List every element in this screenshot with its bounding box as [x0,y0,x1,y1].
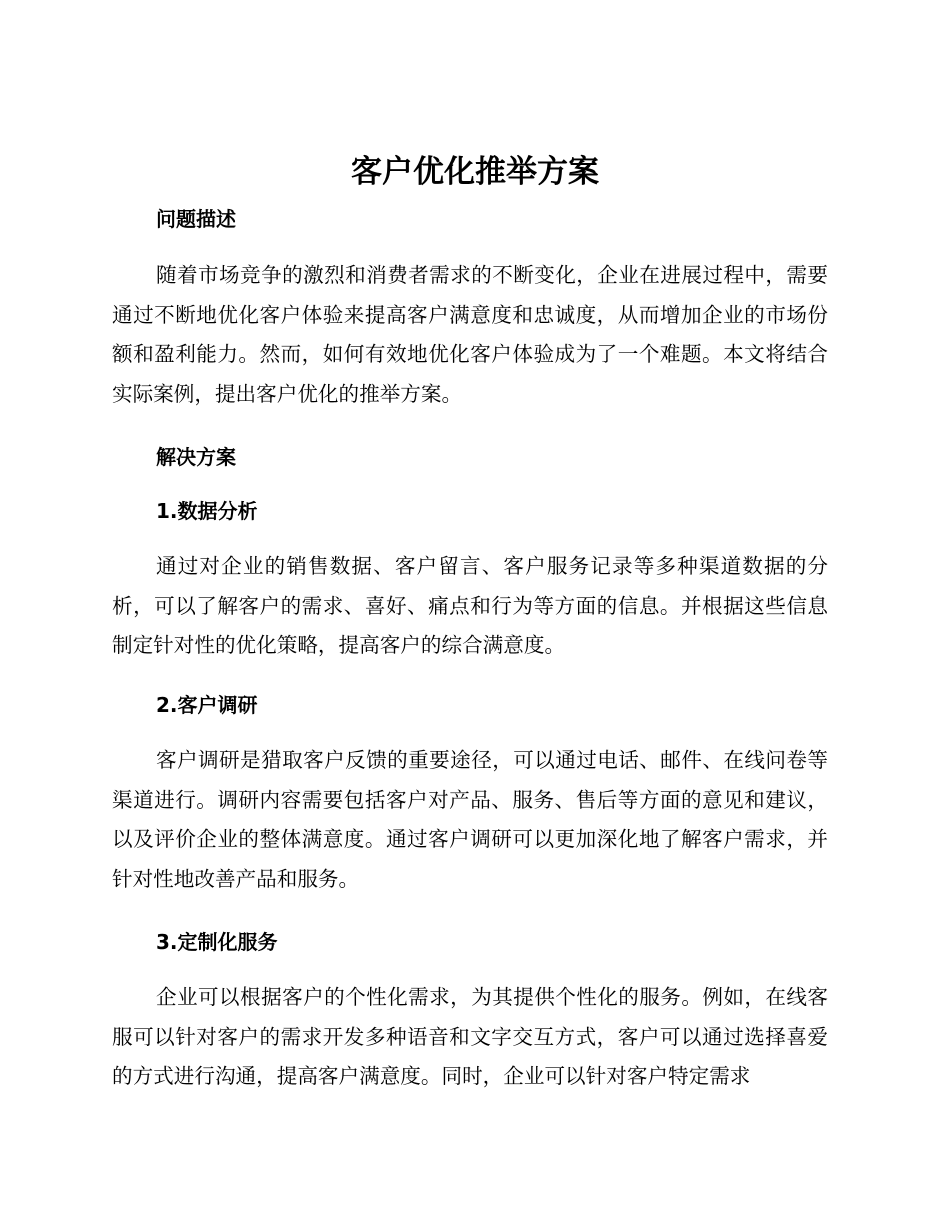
section-heading-customized-service: 3.定制化服务 [156,930,278,954]
paragraph-customized-service: 企业可以根据客户的个性化需求，为其提供个性化的服务。例如，在线客服可以针对客户的需求开发多种语音和文字交互方式，客户可以通过选择喜爱的方式进行沟通，提高客户满意度。同时，企业可以针对客户特定需求 [112,985,828,1088]
paragraph-data-analysis: 通过对企业的销售数据、客户留言、客户服务记录等多种渠道数据的分析，可以了解客户的需求、喜好、痛点和行为等方面的信息。并根据这些信息制定针对性的优化策略，提高客户的综合满意度。 [112,554,828,657]
paragraph-customer-research: 客户调研是猎取客户反馈的重要途径，可以通过电话、邮件、在线问卷等渠道进行。调研内容需要包括客户对产品、服务、售后等方面的意见和建议，以及评价企业的整体满意度。通过客户调研可以更加深化地了解客户需求，并针对性地改善产品和服务。 [112,748,828,891]
section-heading-customer-research: 2.客户调研 [156,693,258,717]
document-title: 客户优化推举方案 [351,154,599,190]
section-heading-data-analysis: 1.数据分析 [156,499,258,523]
section-heading-solution: 解决方案 [156,445,236,469]
paragraph-problem: 随着市场竞争的激烈和消费者需求的不断变化，企业在进展过程中，需要通过不断地优化客户体验来提高客户满意度和忠诚度，从而增加企业的市场份额和盈利能力。然而，如何有效地优化客户体验成为了一个难题。本文将结合实际案例，提出客户优化的推举方案。 [112,263,828,406]
section-heading-problem: 问题描述 [156,207,236,231]
